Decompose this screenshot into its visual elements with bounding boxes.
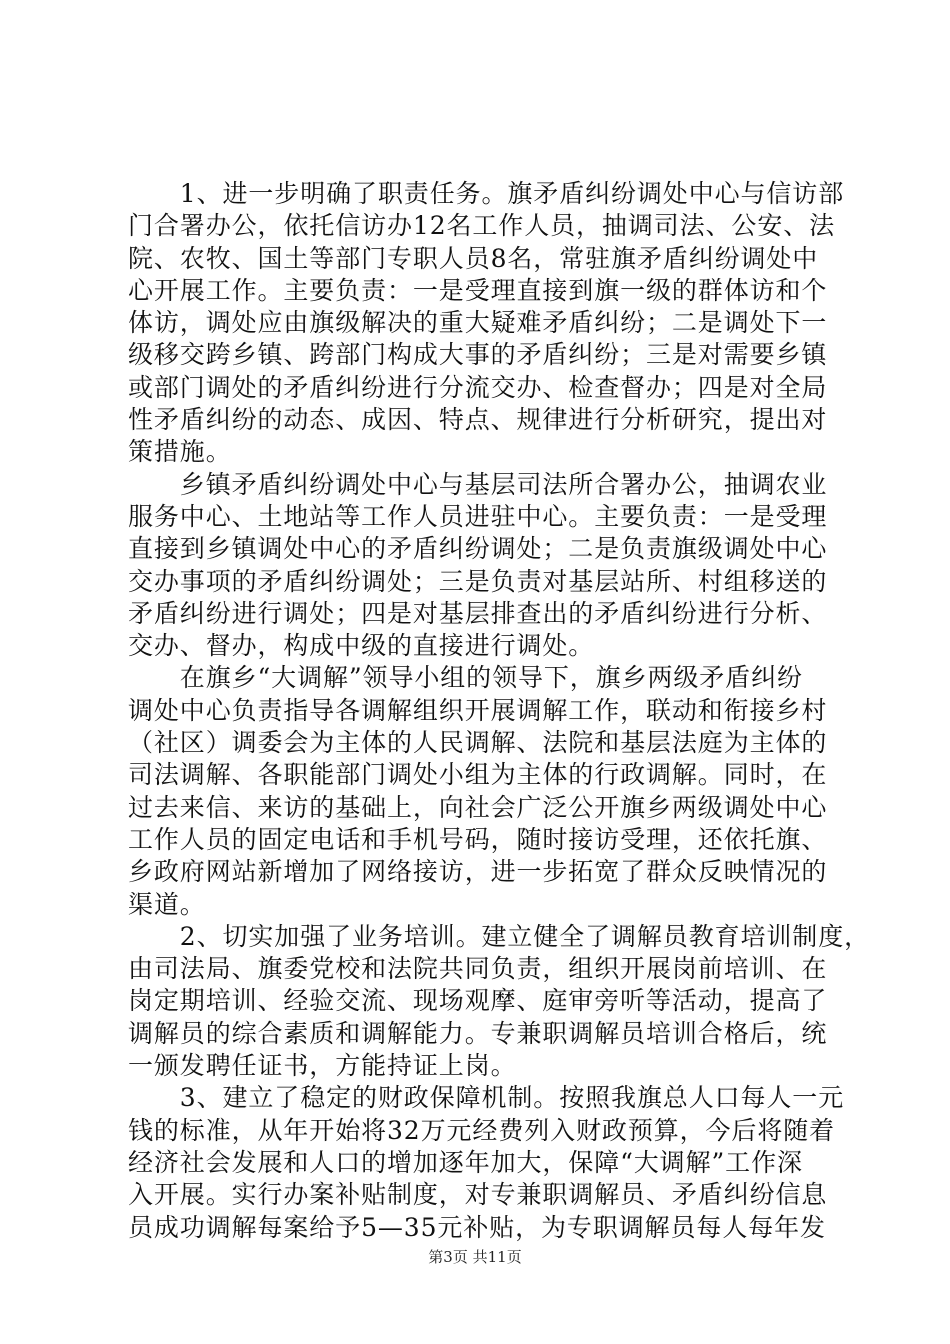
text-line: 钱的标准，从年开始将32万元经费列入财政预算，今后将随着 — [128, 1115, 836, 1145]
text-line: 交办事项的矛盾纠纷调处；三是负责对基层站所、村组移送的 — [128, 566, 828, 596]
text-line: 工作人员的固定电话和手机号码，随时接访受理，还依托旗、 — [128, 824, 828, 854]
text-line: 入开展。实行办案补贴制度，对专兼职调解员、矛盾纠纷信息 — [128, 1180, 828, 1210]
text-line: 门合署办公，依托信访办12名工作人员，抽调司法、公安、法 — [128, 211, 836, 241]
text-line: 矛盾纠纷进行调处；四是对基层排查出的矛盾纠纷进行分析、 — [128, 598, 828, 628]
text-line: 性矛盾纠纷的动态、成因、特点、规律进行分析研究，提出对 — [128, 405, 828, 435]
text-line: 乡政府网站新增加了网络接访，进一步拓宽了群众反映情况的 — [128, 857, 828, 887]
text-line: （社区）调委会为主体的人民调解、法院和基层法庭为主体的 — [128, 728, 828, 758]
text-line: 心开展工作。主要负责：一是受理直接到旗一级的群体访和个 — [128, 275, 828, 305]
text-line: 由司法局、旗委党校和法院共同负责，组织开展岗前培训、在 — [128, 954, 828, 984]
text-line: 调处中心负责指导各调解组织开展调解工作，联动和衔接乡村 — [128, 695, 828, 725]
page-number-footer: 第3页 共11页 — [428, 1248, 522, 1266]
text-line: 体访，调处应由旗级解决的重大疑难矛盾纠纷；二是调处下一 — [128, 308, 828, 338]
text-line: 或部门调处的矛盾纠纷进行分流交办、检查督办；四是对全局 — [128, 372, 828, 402]
text-line: 岗定期培训、经验交流、现场观摩、庭审旁听等活动，提高了 — [128, 986, 828, 1016]
text-line: 服务中心、土地站等工作人员进驻中心。主要负责：一是受理 — [128, 501, 828, 531]
text-line: 乡镇矛盾纠纷调处中心与基层司法所合署办公，抽调农业 — [128, 469, 828, 499]
text-line: 过去来信、来访的基础上，向社会广泛公开旗乡两级调处中心 — [128, 792, 828, 822]
text-line: 一颁发聘任证书，方能持证上岗。 — [128, 1051, 517, 1081]
text-line: 策措施。 — [128, 437, 232, 467]
text-line: 院、农牧、国土等部门专职人员8名，常驻旗矛盾纠纷调处中 — [128, 243, 819, 273]
text-line: 直接到乡镇调处中心的矛盾纠纷调处；二是负责旗级调处中心 — [128, 534, 828, 564]
text-line: 经济社会发展和人口的增加逐年加大，保障“大调解”工作深 — [128, 1147, 803, 1177]
text-line: 渠道。 — [128, 889, 206, 919]
text-line: 调解员的综合素质和调解能力。专兼职调解员培训合格后，统 — [128, 1018, 828, 1048]
body-text — [128, 178, 871, 1244]
text-line: 3、建立了稳定的财政保障机制。按照我旗总人口每人一元 — [128, 1083, 845, 1113]
text-line: 1、进一步明确了职责任务。旗矛盾纠纷调处中心与信访部 — [128, 179, 845, 208]
text-line: 司法调解、各职能部门调处小组为主体的行政调解。同时，在 — [128, 760, 828, 790]
text-line: 员成功调解每案给予5—35元补贴，为专职调解员每人每年发 — [128, 1212, 826, 1242]
text-line: 交办、督办，构成中级的直接进行调处。 — [128, 631, 595, 661]
text-line: 在旗乡“大调解”领导小组的领导下，旗乡两级矛盾纠纷 — [128, 663, 803, 693]
text-line: 2、切实加强了业务培训。建立健全了调解员教育培训制度， — [128, 921, 871, 951]
text-line: 级移交跨乡镇、跨部门构成大事的矛盾纠纷；三是对需要乡镇 — [128, 340, 828, 370]
